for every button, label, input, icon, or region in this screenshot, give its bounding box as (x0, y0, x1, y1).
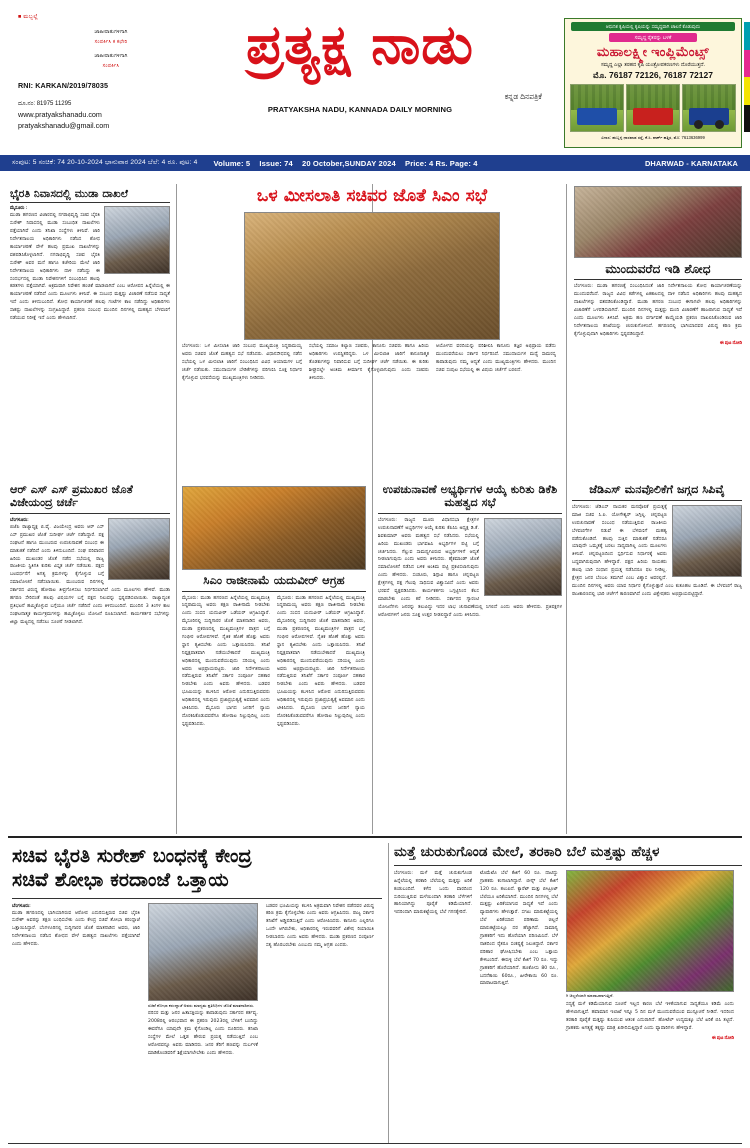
ad-company-name: ಮಹಾಲಕ್ಷ್ಮೀ ಇಂಪ್ಲಿಮೆಂಟ್ಸ್ (596, 44, 710, 59)
story6-headline[interactable]: ಉಪಚುನಾವಣೆ ಅಭ್ಯರ್ಥಿಗಳ ಆಯ್ಕೆ ಕುರಿತು ಡಿಕೆಶಿ ಮಹತ್ವದ ಸಭೆ (382, 483, 558, 509)
story2-body-col2: ಸಭೆಯಲ್ಲಿ ಸಮಾಜ ಕಲ್ಯಾಣ ಸಚಿವರು, ಕಾನೂನು ಸಚಿವರು ಹಾಗೂ ಹಿರಿಯ ಅಧಿಕಾರಿಗಳು ಉಪಸ್ಥಿತರಿದ್ದರು. ಒಳ ಮೀಸಲಾತಿ ಜಾರಿಗೆ ಕಾನೂನಾತ್ಮಕ ತೊಡಕುಗಳನ್ನು ನಿವಾರಿಸುವ ಬಗ್ಗೆ ಸುದೀರ್ಘ ಚರ್ಚೆ ನಡೆಯಿತು. ಈ ಕುರಿತು ಶೀಘ್ರದಲ್ಲೇ ಅಂತಿಮ ತೀರ್ಮಾನ ಕೈಗೊಳ್ಳಲಾಗುವುದು ಎಂದು ಸಚಿವರು ತಿಳಿಸಿದರು. (309, 344, 429, 381)
story-dks-bypoll-candidates (378, 484, 562, 620)
story9-continue-flag[interactable]: ಈ ಪುಟ ನೋಡಿ (711, 1034, 734, 1040)
story-vegetable-price-rise (394, 845, 742, 1040)
story3-body: ಬೆಂಗಳೂರು: ಮುಡಾ ಹಗರಣಕ್ಕೆ ಸಂಬಂಧಿಸಿದಂತೆ ಜಾರಿ ನಿರ್ದೇಶನಾಲಯ ಶೋಧ ಕಾರ್ಯಾಚರಣೆಯನ್ನು ಮುಂದುವರೆಸಿದೆ. ರಾಜ್ಯದ ವಿವಿಧ ಕಡೆಗಳಲ್ಲಿ ಏಕಕಾಲದಲ್ಲಿ ದಾಳಿ ನಡೆಸಿದ ಅಧಿಕಾರಿಗಳು ಹಲವು ಮಹತ್ವದ ದಾಖಲೆಗಳನ್ನು ವಶಪಡಿಸಿಕೊಂಡಿದ್ದಾರೆ. ಮುಡಾ ಹಗರಣ ಸಂಬಂಧ ಈಗಾಗಲೇ ಹಲವು ಅಧಿಕಾರಿಗಳನ್ನು ವಿಚಾರಣೆಗೆ ಒಳಪಡಿಸಲಾಗಿದೆ. ಮುಂದಿನ ದಿನಗಳಲ್ಲಿ ಮತ್ತಷ್ಟು ಮಂದಿ ವಿಚಾರಣೆಗೆ ಹಾಜರಾಗುವ ಸಾಧ್ಯತೆ ಇದೆ ಎಂದು ಮೂಲಗಳು ತಿಳಿಸಿವೆ. ಅಕ್ರಮ ಹಣ ವರ್ಗಾವಣೆ ಕಾಯ್ದೆಯಡಿ ಪ್ರಕರಣ ದಾಖಲಿಸಿಕೊಂಡಿರುವ ಜಾರಿ ನಿರ್ದೇಶನಾಲಯ ತನಿಖೆಯನ್ನು ಚುರುಕುಗೊಳಿಸಿದೆ. ಹಗರಣದಲ್ಲಿ ಭಾಗಿಯಾದವರ ವಿರುದ್ಧ ಕಠಿಣ ಕ್ರಮ ಕೈಗೊಳ್ಳುವುದಾಗಿ ಅಧಿಕಾರಿಗಳು ಸ್ಪಷ್ಟಪಡಿಸಿದ್ದಾರೆ. (574, 284, 742, 337)
newspaper-title: ಪ್ರತ್ಯಕ್ಷ ನಾಡು (246, 13, 474, 76)
story8-headline-line1[interactable]: ಸಚಿವ ಭೈರತಿ ಸುರೇಶ್ ಬಂಧನಕ್ಕೆ ಕೇಂದ್ರ (12, 845, 252, 867)
ad-description: ಸಮೃದ್ಧ ಎಲ್ಲಾ ತರಹದ ಕೃಷಿ ಯಂತ್ರೋಪಕರಣಗಳು ದೊರೆಯುತ್ತದೆ. (600, 62, 705, 68)
story-cm-resignation-yaduveer (182, 486, 366, 729)
issue-label: Issue: 74 (259, 158, 293, 168)
story4-body: ಬಿಜೆಪಿ ರಾಜ್ಯಾಧ್ಯಕ್ಷ ಬಿ.ವೈ. ವಿಜಯೇಂದ್ರ ಅವರು ಆರ್ ಎಸ್ ಎಸ್ ಪ್ರಮುಖರ ಜೊತೆ ಸುದೀರ್ಘ ಚರ್ಚೆ ನಡೆಸಿದ್ದಾರೆ. ಪಕ್ಷ ಸಂಘಟನೆ ಹಾಗೂ ಮುಂಬರುವ ಉಪಚುನಾವಣೆ ಸಂಬಂಧ ಈ ಮಾತುಕತೆ ನಡೆದಿದೆ ಎಂದು ತಿಳಿದುಬಂದಿದೆ. ಸಂಘ ಪರಿವಾರದ ಹಿರಿಯ ಮುಖಂಡರ ಜೊತೆ ನಡೆದ ಸಭೆಯಲ್ಲಿ ರಾಜ್ಯ ರಾಜಕೀಯ ಸ್ಥಿತಿಗತಿ ಕುರಿತು ವಿಸ್ತೃತ ಚರ್ಚೆ ನಡೆಯಿತು. ಪಕ್ಷದ ಬಲವರ್ಧನೆಗೆ ಅಗತ್ಯ ಕ್ರಮಗಳನ್ನು ಕೈಗೊಳ್ಳುವ ಬಗ್ಗೆ ಸಮಾಲೋಚನೆ ನಡೆಸಲಾಯಿತು. ಮುಂಬರುವ ದಿನಗಳಲ್ಲಿ ಸರ್ಕಾರದ ವಿರುದ್ಧ ಹೋರಾಟ ತೀವ್ರಗೊಳಿಸಲು ನಿರ್ಧರಿಸಲಾಗಿದೆ ಎಂದು ಮೂಲಗಳು ಹೇಳಿವೆ. ಮುಡಾ ಹಗರಣ ಸೇರಿದಂತೆ ಹಲವು ವಿಷಯಗಳ ಬಗ್ಗೆ ಪಕ್ಷದ ನಿಲುವನ್ನು ಸ್ಪಷ್ಟಪಡಿಸಲಾಯಿತು. ರಾಜ್ಯಾದ್ಯಂತ ಪ್ರತಿಭಟನೆ ಹಮ್ಮಿಕೊಳ್ಳುವ ಬಗ್ಗೆಯೂ ಚರ್ಚೆ ನಡೆದಿದೆ ಎಂದು ತಿಳಿದುಬಂದಿದೆ. ಮುಂದಿನ 3 ತಿಂಗಳ ಕಾಲ ಸಂಘಟನಾತ್ಮಕ ಕಾರ್ಯಕ್ರಮಗಳನ್ನು ಹಮ್ಮಿಕೊಳ್ಳಲು ಯೋಜನೆ ರೂಪಿಸಲಾಗಿದೆ. ಕಾರ್ಯಕರ್ತರ ಸಭೆಗಳನ್ನು ಜಿಲ್ಲಾ ಮಟ್ಟದಲ್ಲಿ ನಡೆಸಲು ಸೂಚನೆ ನೀಡಲಾಗಿದೆ. (10, 524, 170, 625)
story-bhairathi-muda (10, 188, 170, 323)
masthead-subtitle-english: PRATYAKSHA NADU, KANNADA DAILY MORNING (267, 105, 453, 114)
story9-body-col3: ಸದ್ಯಕ್ಕೆ ಮಳೆ ಕಡಿಮೆಯಾಗುವ ಸೂಚನೆ ಇಲ್ಲದ ಕಾರಣ ಬೆಲೆ ಇಳಿಕೆಯಾಗುವ ಸಾಧ್ಯತೆಯೂ ಕಡಿಮೆ ಎಂದು ಹೇಳಲಾಗುತ್ತಿದೆ. ಹವಾಮಾನ ಇಲಾಖೆ ಇನ್ನೂ 5 ದಿನ ಮಳೆ ಮುಂದುವರೆಯುವ ಮುನ್ಸೂಚನೆ ನೀಡಿದೆ. ಇದರಿಂದ ತರಕಾರಿ ಪೂರೈಕೆ ಮತ್ತಷ್ಟು ಕುಸಿಯುವ ಆತಂಕ ಎದುರಾಗಿದೆ. ಹೋಟೆಲ್ ಉದ್ಯಮಕ್ಕೂ ಬೆಲೆ ಏರಿಕೆ ಬಿಸಿ ತಟ್ಟಿದೆ. ಗ್ರಾಹಕರು ಅಗತ್ಯಕ್ಕೆ ತಕ್ಕಷ್ಟು ಮಾತ್ರ ಖರೀದಿಸುತ್ತಿದ್ದಾರೆ ಎಂದು ವ್ಯಾಪಾರಿಗಳು ಹೇಳಿದ್ದಾರೆ. (566, 1002, 734, 1031)
story4-dateline: ಬೆಂಗಳೂರು: (10, 516, 29, 522)
story3-photo-raid (574, 186, 742, 258)
masthead-bullet-text: ■ ಮಬ್ಬಲ್ಲೆ (18, 14, 38, 20)
column-rule-1 (176, 184, 177, 834)
ad-contact-line1: ಜಾಹೀರಾತುಗಳಿಗಾಗಿ (94, 29, 128, 35)
story1-dateline: ಮೈಸೂರು : (10, 205, 28, 211)
story9-body-col2: ಟೊಮೆಟೊ ಬೆಲೆ ಕೆಜಿಗೆ 60 ರೂ. ದಾಟಿದ್ದು ಗ್ರಾಹಕರು ಕಂಗಾಲಾಗಿದ್ದಾರೆ. ಬೀನ್ಸ್ ಬೆಲೆ ಕೆಜಿಗೆ 120 ರೂ. ತಲುಪಿದೆ. ಕ್ಯಾರೆಟ್ ಮತ್ತು ಬೀಟ್ರೂಟ್ ಬೆಲೆಯೂ ಏರಿಕೆಯಾಗಿದೆ. ಮುಂದಿನ ದಿನಗಳಲ್ಲಿ ಬೆಲೆ ಮತ್ತಷ್ಟು ಏರಿಕೆಯಾಗುವ ಸಾಧ್ಯತೆ ಇದೆ ಎಂದು ವ್ಯಾಪಾರಿಗಳು ಹೇಳುತ್ತಾರೆ. ಸಗಟು ಮಾರುಕಟ್ಟೆಯಲ್ಲಿ ಬೆಲೆ ಏರಿಕೆಯಾದ ಪರಿಣಾಮ ಚಿಲ್ಲರೆ ಮಾರುಕಟ್ಟೆಯಲ್ಲೂ ದರ ಹೆಚ್ಚಾಗಿದೆ. ಸಾಮಾನ್ಯ ಗ್ರಾಹಕರಿಗೆ ಇದು ಹೊರೆಯಾಗಿ ಪರಿಣಮಿಸಿದೆ. ಬೆಳೆ ನಾಶದಿಂದ ರೈತರೂ ಸಂಕಷ್ಟಕ್ಕೆ ಸಿಲುಕಿದ್ದಾರೆ. ಸರ್ಕಾರ ಪರಿಹಾರ ಘೋಷಿಸಬೇಕು ಎಂಬ ಒತ್ತಾಯ ಕೇಳಿಬಂದಿದೆ. ಈರುಳ್ಳಿ ಬೆಲೆ ಕೆಜಿಗೆ 70 ರೂ. ಇದ್ದು ಗ್ರಾಹಕರಿಗೆ ಹೊರೆಯಾಗಿದೆ. ಹೂಕೋಸು 80 ರೂ., ಬದನೆಕಾಯಿ 60ರೂ., ಹೀರೇಕಾಯಿ 60 ರೂ. ಮಾರಾಟವಾಗುತ್ತಿದೆ. (480, 870, 558, 987)
ad-contact-line2: ಸಂಪರ್ಕಿಸಿ ಕ ಕಛೇರಿ (94, 38, 128, 45)
story2-photo-cabinet-meeting (244, 212, 500, 340)
story8-body-col1: ಮುಡಾ ಹಗರಣದಲ್ಲಿ ಭಾಗಿಯಾಗಿರುವ ಆರೋಪ ಎದುರಿಸುತ್ತಿರುವ ಸಚಿವ ಭೈರತಿ ಸುರೇಶ್ ಅವರನ್ನು ತಕ್ಷಣ ಬಂಧಿಸಬೇಕು ಎಂದು ಕೇಂದ್ರ ಸಚಿವೆ ಶೋಭಾ ಕರಂದ್ಲಾಜೆ ಒತ್ತಾಯಿಸಿದ್ದಾರೆ. ಬೆಂಗಳೂರಿನಲ್ಲಿ ಸುದ್ದಿಗಾರರ ಜೊತೆ ಮಾತನಾಡಿದ ಅವರು, ಜಾರಿ ನಿರ್ದೇಶನಾಲಯ ನಡೆಸಿದ ಶೋಧದ ವೇಳೆ ಮಹತ್ವದ ದಾಖಲೆಗಳು ಪತ್ತೆಯಾಗಿವೆ ಎಂದು ಹೇಳಿದರು. (12, 910, 140, 948)
issue-info-kannada: ಸಂಪುಟ: 5 ಸಂಚಿಕೆ: 74 20-10-2024 ಭಾನುವಾರ 2024 ಬೆಲೆ: 4 ರೂ. ಪುಟ: 4 (12, 159, 198, 166)
contact-phone: ದೂ.ನಂ: 81975 11295 (18, 100, 72, 107)
column-rule-4 (388, 843, 389, 1143)
story9-body-col1: ಬೆಂಗಳೂರು: ಮಳೆ ಮತ್ತೆ ಚುರುಕುಗೊಂಡ ಹಿನ್ನೆಲೆಯಲ್ಲಿ ತರಕಾರಿ ಬೆಲೆಯಲ್ಲಿ ಮತ್ತಷ್ಟು ಏರಿಕೆ ಕಂಡುಬಂದಿದೆ. ಕಳೆದ ಒಂದು ವಾರದಿಂದ ಸುರಿಯುತ್ತಿರುವ ಮಳೆಯಿಂದಾಗಿ ತರಕಾರಿ ಬೆಳೆಗಳಿಗೆ ಹಾನಿಯಾಗಿದ್ದು ಪೂರೈಕೆ ಕಡಿಮೆಯಾಗಿದೆ. ಇದರಿಂದಾಗಿ ಮಾರುಕಟ್ಟೆಯಲ್ಲಿ ಬೆಲೆ ಗಗನಕ್ಕೇರಿದೆ. (394, 870, 472, 916)
story-jds-cpy (572, 484, 742, 599)
print-color-registration-bar (744, 22, 750, 132)
ad-phone-numbers: ಮೊ. 76187 72126, 76187 72127 (593, 70, 713, 80)
ad-image-plough (570, 84, 624, 132)
story-ed-search (574, 186, 742, 345)
top-right-advertisement[interactable] (564, 18, 742, 148)
ad-contact-line3: ಜಾಹೀರಾತುಗಳಿಗಾಗಿ (94, 52, 128, 59)
story4-rule (10, 513, 170, 514)
story3-rule (574, 279, 742, 280)
story7-headline[interactable]: ಜೆಡಿಎಸ್ ಮನವೊಲಿಕೆಗೆ ಜಗ್ಗದ ಸಿಪಿವೈ (589, 483, 725, 496)
ad-image-trailer (682, 84, 736, 132)
story-shobha-karandlaje-demand (12, 845, 382, 1058)
story4-headline[interactable]: ಆರ್ ಎಸ್ ಎಸ್ ಪ್ರಮುಖರ ಜೊತೆ ವಿಜೇಯಂದ್ರ ಚರ್ಚೆ (10, 483, 133, 509)
story1-photo (104, 206, 170, 274)
story6-photo-dks (484, 518, 562, 596)
section-divider-bottom (8, 836, 742, 838)
ad-banner-green: ಆಧುನಿಕ ಕೃಷಿಯಲ್ಲಿ ಕೃಷಿಯನ್ನು ಸಮೃದ್ಧವಾಗಿ ಚಾಲನೆ ಕೊಡುವುದು (571, 22, 735, 31)
story5-rule (182, 591, 366, 592)
ad-footer-address: ವಿಳಾಸ: ಹುಬ್ಬಳ್ಳಿ ಧಾರವಾಡ ರಸ್ತೆ, ಕೆ.ಸಿ. ಪಾರ್ಕ್ ಹತ್ತಿರ, ಮೊ: 7613636999 (601, 135, 705, 140)
story2-headline[interactable]: ಒಳ ಮೀಸಲಾತಿ ಸಚಿವರ ಜೊತೆ ಸಿಎಂ ಸಭೆ (256, 186, 488, 206)
contact-website[interactable]: www.pratyakshanadu.com (18, 109, 102, 119)
story9-columns (394, 870, 742, 1040)
story8-photo-caption: ಸಚಿವೆ ಶೋಭಾ ಕರಂದ್ಲಾಜೆ ಅವರು ಮಾಧ್ಯಮ ಪ್ರತಿನಿಧಿಗಳ ಜೊತೆ ಮಾತನಾಡಿದರು. (148, 1002, 255, 1008)
story3-headline[interactable]: ಮುಂದುವರೆದ ಇಡಿ ಶೋಧ (605, 262, 711, 276)
story2-columns (182, 343, 562, 382)
issue-info-english (214, 159, 485, 168)
masthead-subtitle-kannada: ಕನ್ನಡ ದಿನಪತ್ರಿಕೆ (504, 92, 542, 101)
story5-body-col2: ಮೈಸೂರು: ಮುಡಾ ಹಗರಣದ ಹಿನ್ನೆಲೆಯಲ್ಲಿ ಮುಖ್ಯಮಂತ್ರಿ ಸಿದ್ದರಾಮಯ್ಯ ಅವರು ತಕ್ಷಣ ರಾಜೀನಾಮೆ ನೀಡಬೇಕು ಎಂದು ಸಂಸದ ಯದುವೀರ್ ಒಡೆಯರ್ ಆಗ್ರಹಿಸಿದ್ದಾರೆ. ಮೈಸೂರಿನಲ್ಲಿ ಸುದ್ದಿಗಾರರ ಜೊತೆ ಮಾತನಾಡಿದ ಅವರು, ಮುಡಾ ಪ್ರಕರಣದಲ್ಲಿ ಮುಖ್ಯಮಂತ್ರಿಗಳ ಪಾತ್ರದ ಬಗ್ಗೆ ಗಂಭೀರ ಆರೋಪಗಳಿವೆ. ನೈತಿಕ ಹೊಣೆ ಹೊತ್ತು ಅವರು ಸ್ಥಾನ ತ್ಯಜಿಸಬೇಕು ಎಂದು ಒತ್ತಾಯಿಸಿದರು. ತನಿಖೆ ನಿಷ್ಪಕ್ಷಪಾತವಾಗಿ ನಡೆಯಬೇಕಾದರೆ ಮುಖ್ಯಮಂತ್ರಿ ಅಧಿಕಾರದಲ್ಲಿ ಮುಂದುವರೆಯುವುದು ಸರಿಯಲ್ಲ ಎಂದು ಅವರು ಅಭಿಪ್ರಾಯಪಟ್ಟರು. ಜಾರಿ ನಿರ್ದೇಶನಾಲಯ ನಡೆಸುತ್ತಿರುವ ತನಿಖೆಗೆ ಸರ್ಕಾರ ಸಂಪೂರ್ಣ ಸಹಕಾರ ನೀಡಬೇಕು ಎಂದು ಅವರು ಹೇಳಿದರು. ಬಡವರ ಭೂಮಿಯನ್ನು ಕಬಳಿಸಿದ ಆರೋಪ ಎದುರಿಸುತ್ತಿರುವವರು ಅಧಿಕಾರದಲ್ಲಿ ಇರುವುದು ಪ್ರಜಾಪ್ರಭುತ್ವಕ್ಕೆ ಅವಮಾನ ಎಂದು ಟೀಕಿಸಿದರು. ಮೈಸೂರು ಭಾಗದ ಜನರಿಗೆ ನ್ಯಾಯ ದೊರಕಿಸಿಕೊಡುವವರೆಗೂ ಹೋರಾಟ ನಿಲ್ಲುವುದಿಲ್ಲ ಎಂದು ಸ್ಪಷ್ಟಪಡಿಸಿದರು. (277, 595, 365, 727)
ad-image-rotavator (626, 84, 680, 132)
story9-photo-vegetables (566, 870, 734, 992)
story8-dateline: ಬೆಂಗಳೂರು: (12, 902, 31, 908)
story7-body: ಬೆಂಗಳೂರು: ಜೆಡಿಎಸ್ ನಾಯಕರ ಮನವೊಲಿಕೆ ಪ್ರಯತ್ನಕ್ಕೆ ಮಾಜಿ ಸಚಿವ ಸಿ.ಪಿ. ಯೋಗೇಶ್ವರ್ ಜಗ್ಗಿಲ್ಲ. ಚನ್ನಪಟ್ಟಣ ಉಪಚುನಾವಣೆ ಸಂಬಂಧ ನಡೆಯುತ್ತಿರುವ ರಾಜಕೀಯ ಬೆಳವಣಿಗೆಗಳ ನಡುವೆ ಈ ಬೆಳವಣಿಗೆ ಮಹತ್ವ ಪಡೆದುಕೊಂಡಿದೆ. ಹಲವು ಸುತ್ತಿನ ಮಾತುಕತೆ ನಡೆದರೂ ಯಾವುದೇ ಒಮ್ಮತಕ್ಕೆ ಬರಲು ಸಾಧ್ಯವಾಗಿಲ್ಲ ಎಂದು ಮೂಲಗಳು ತಿಳಿಸಿವೆ. ಚನ್ನಪಟ್ಟಣದಿಂದ ಸ್ಪರ್ಧಿಸುವ ನಿರ್ಧಾರಕ್ಕೆ ಅವರು ಬದ್ಧವಾಗಿರುವುದಾಗಿ ಹೇಳಿದ್ದಾರೆ. ಪಕ್ಷದ ಹಿರಿಯ ನಾಯಕರು ಹಲವು ಬಾರಿ ಸಂಧಾನ ಪ್ರಯತ್ನ ನಡೆಸಿದರೂ ಫಲ ನೀಡಿಲ್ಲ. ಕ್ಷೇತ್ರದ ಜನರ ಬೆಂಬಲ ತಮಗಿದೆ ಎಂಬ ವಿಶ್ವಾಸ ಅವರಲ್ಲಿದೆ. ಮುಂದಿನ ದಿನಗಳಲ್ಲಿ ಅವರು ಯಾವ ನಿರ್ಧಾರ ಕೈಗೊಳ್ಳುತ್ತಾರೆ ಎಂಬ ಕುತೂಹಲ ಮೂಡಿದೆ. ಈ ಬೆಳವಣಿಗೆ ರಾಜ್ಯ ರಾಜಕಾರಣದಲ್ಲಿ ಭಾರಿ ಚರ್ಚೆಗೆ ಕಾರಣವಾಗಿದೆ ಎಂದು ವಿಶ್ಲೇಷಕರು ಅಭಿಪ್ರಾಯಪಟ್ಟಿದ್ದಾರೆ. (572, 504, 742, 597)
story4-photo (108, 518, 170, 580)
story6-body: ಬೆಂಗಳೂರು: ರಾಜ್ಯದ ಮೂರು ವಿಧಾನಸಭಾ ಕ್ಷೇತ್ರಗಳ ಉಪಚುನಾವಣೆಗೆ ಅಭ್ಯರ್ಥಿಗಳ ಆಯ್ಕೆ ಕುರಿತು ಕೆಪಿಸಿಸಿ ಅಧ್ಯಕ್ಷ ಡಿ.ಕೆ. ಶಿವಕುಮಾರ್ ಅವರು ಮಹತ್ವದ ಸಭೆ ನಡೆಸಿದರು. ಸಭೆಯಲ್ಲಿ ಹಿರಿಯ ಮುಖಂಡರು ಭಾಗವಹಿಸಿ ಅಭ್ಯರ್ಥಿಗಳ ಪಟ್ಟಿ ಬಗ್ಗೆ ಚರ್ಚಿಸಿದರು. ಗೆಲ್ಲುವ ಸಾಮರ್ಥ್ಯವಿರುವ ಅಭ್ಯರ್ಥಿಗಳಿಗೆ ಆದ್ಯತೆ ನೀಡಲಾಗುವುದು ಎಂದು ಅವರು ತಿಳಿಸಿದರು. ಹೈಕಮಾಂಡ್ ಜೊತೆ ಸಮಾಲೋಚನೆ ನಡೆಸಿದ ಬಳಿಕ ಅಂತಿಮ ಪಟ್ಟಿ ಪ್ರಕಟಿಸಲಾಗುವುದು ಎಂದು ಹೇಳಿದರು. ಸಂಡೂರು, ಶಿಗ್ಗಾವಿ ಹಾಗೂ ಚನ್ನಪಟ್ಟಣ ಕ್ಷೇತ್ರಗಳಲ್ಲಿ ಪಕ್ಷ ಗೆಲುವು ಸಾಧಿಸುವ ವಿಶ್ವಾಸವಿದೆ ಎಂದು ಅವರು ಭರವಸೆ ವ್ಯಕ್ತಪಡಿಸಿದರು. ಕಾರ್ಯಕರ್ತರು ಒಗ್ಗಟ್ಟಿನಿಂದ ಕೆಲಸ ಮಾಡಬೇಕು ಎಂದು ಕರೆ ನೀಡಿದರು. ಸರ್ಕಾರದ ಗ್ಯಾರಂಟಿ ಯೋಜನೆಗಳು ಜನರನ್ನು ತಲುಪಿದ್ದು ಇದರ ಲಾಭ ಚುನಾವಣೆಯಲ್ಲಿ ಸಿಗಲಿದೆ ಎಂದು ಅವರು ಹೇಳಿದರು. ಪ್ರತಿಪಕ್ಷಗಳ ಆರೋಪಗಳಿಗೆ ಜನರು ಸೂಕ್ತ ಉತ್ತರ ನೀಡಲಿದ್ದಾರೆ ಎಂದು ತಿಳಿಸಿದರು. (378, 517, 562, 618)
ad-contact-line4: ಸಂಪರ್ಕಿಸಿ (102, 62, 120, 69)
story9-headline[interactable]: ಮತ್ತೆ ಚುರುಕುಗೊಂಡ ಮೇಲೆ, ತರಕಾರಿ ಬೆಲೆ ಮತ್ತಷ್ಟು ಹೆಚ್ಚಳ (394, 844, 660, 860)
story3-continue-flag[interactable]: ಈ ಪುಟ ನೋಡಿ (719, 340, 742, 346)
story1-headline[interactable]: ಭೈರತಿ ನಿವಾಸದಲ್ಲಿ ಮುಡಾ ದಾಖಲೆ (10, 188, 129, 200)
masthead (0, 0, 750, 155)
story5-headline[interactable]: ಸಿಎಂ ರಾಜೀನಾಮೆ ಯದುವೀರ್ ಆಗ್ರಹ (203, 573, 345, 587)
masthead-title-block (150, 13, 570, 114)
story8-body-col3: ಬಡವರ ಭೂಮಿಯನ್ನು ಕಬಳಿಸಿ ಅಕ್ರಮವಾಗಿ ನಿವೇಶನ ಪಡೆದವರ ವಿರುದ್ಧ ಕಠಿಣ ಕ್ರಮ ಕೈಗೊಳ್ಳಬೇಕು ಎಂದು ಅವರು ಆಗ್ರಹಿಸಿದರು. ರಾಜ್ಯ ಸರ್ಕಾರ ತನಿಖೆಗೆ ಅಡ್ಡಿಪಡಿಸುತ್ತಿದೆ ಎಂದು ಆರೋಪಿಸಿದರು. ಕಾನೂನು ಎಲ್ಲರಿಗೂ ಒಂದೇ ಆಗಿರಬೇಕು, ಅಧಿಕಾರದಲ್ಲಿ ಇರುವವರಿಗೆ ವಿಶೇಷ ರಿಯಾಯಿತಿ ನೀಡಬಾರದು ಎಂದು ಅವರು ಹೇಳಿದರು. ಮುಡಾ ಪ್ರಕರಣದ ಸಂಪೂರ್ಣ ಸತ್ಯ ಹೊರಬರಬೇಕು ಎಂಬುದು ನಮ್ಮ ಆಗ್ರಹ ಎಂದರು. (266, 903, 374, 948)
volume-label: Volume: 5 (213, 158, 251, 168)
story9-rule (394, 865, 742, 866)
story9-photo-caption: ಗಿ ಚಿಲ್ಲರೆಯಾಗಿ ಮಾರಾಟವಾಗುತ್ತಿದೆ. (566, 993, 614, 999)
story8-columns (12, 903, 382, 1058)
price-label: Price: 4 Rs. Page: 4 (405, 158, 478, 168)
story5-body-col1: ಮೈಸೂರು: ಮುಡಾ ಹಗರಣದ ಹಿನ್ನೆಲೆಯಲ್ಲಿ ಮುಖ್ಯಮಂತ್ರಿ ಸಿದ್ದರಾಮಯ್ಯ ಅವರು ತಕ್ಷಣ ರಾಜೀನಾಮೆ ನೀಡಬೇಕು ಎಂದು ಸಂಸದ ಯದುವೀರ್ ಒಡೆಯರ್ ಆಗ್ರಹಿಸಿದ್ದಾರೆ. ಮೈಸೂರಿನಲ್ಲಿ ಸುದ್ದಿಗಾರರ ಜೊತೆ ಮಾತನಾಡಿದ ಅವರು, ಮುಡಾ ಪ್ರಕರಣದಲ್ಲಿ ಮುಖ್ಯಮಂತ್ರಿಗಳ ಪಾತ್ರದ ಬಗ್ಗೆ ಗಂಭೀರ ಆರೋಪಗಳಿವೆ. ನೈತಿಕ ಹೊಣೆ ಹೊತ್ತು ಅವರು ಸ್ಥಾನ ತ್ಯಜಿಸಬೇಕು ಎಂದು ಒತ್ತಾಯಿಸಿದರು. ತನಿಖೆ ನಿಷ್ಪಕ್ಷಪಾತವಾಗಿ ನಡೆಯಬೇಕಾದರೆ ಮುಖ್ಯಮಂತ್ರಿ ಅಧಿಕಾರದಲ್ಲಿ ಮುಂದುವರೆಯುವುದು ಸರಿಯಲ್ಲ ಎಂದು ಅವರು ಅಭಿಪ್ರಾಯಪಟ್ಟರು. ಜಾರಿ ನಿರ್ದೇಶನಾಲಯ ನಡೆಸುತ್ತಿರುವ ತನಿಖೆಗೆ ಸರ್ಕಾರ ಸಂಪೂರ್ಣ ಸಹಕಾರ ನೀಡಬೇಕು ಎಂದು ಅವರು ಹೇಳಿದರು. ಬಡವರ ಭೂಮಿಯನ್ನು ಕಬಳಿಸಿದ ಆರೋಪ ಎದುರಿಸುತ್ತಿರುವವರು ಅಧಿಕಾರದಲ್ಲಿ ಇರುವುದು ಪ್ರಜಾಪ್ರಭುತ್ವಕ್ಕೆ ಅವಮಾನ ಎಂದು ಟೀಕಿಸಿದರು. ಮೈಸೂರು ಭಾಗದ ಜನರಿಗೆ ನ್ಯಾಯ ದೊರಕಿಸಿಕೊಡುವವರೆಗೂ ಹೋರಾಟ ನಿಲ್ಲುವುದಿಲ್ಲ ಎಂದು ಸ್ಪಷ್ಟಪಡಿಸಿದರು. (182, 595, 270, 727)
story8-headline-line2[interactable]: ಸಚಿವೆ ಶೋಭಾ ಕರದಾಂಜೆ ಒತ್ತಾಯ (12, 868, 229, 891)
contact-email[interactable]: pratyakshanadu@gmail.com (18, 120, 110, 130)
page-bottom-rule (8, 1143, 742, 1144)
story-inner-reservation-cm-meeting (182, 186, 562, 383)
story-rss-vijayendra (10, 484, 170, 627)
story8-rule (12, 898, 382, 899)
story2-body-col1: ಬೆಂಗಳೂರು: ಒಳ ಮೀಸಲಾತಿ ಜಾರಿ ಸಂಬಂಧ ಮುಖ್ಯಮಂತ್ರಿ ಸಿದ್ದರಾಮಯ್ಯ ಅವರು ಸಚಿವರ ಜೊತೆ ಮಹತ್ವದ ಸಭೆ ನಡೆಸಿದರು. ವಿಧಾನಸೌಧದಲ್ಲಿ ನಡೆದ ಸಭೆಯಲ್ಲಿ ಒಳ ಮೀಸಲಾತಿ ಜಾರಿಗೆ ಸಂಬಂಧಿಸಿದ ವಿವಿಧ ಆಯಾಮಗಳ ಬಗ್ಗೆ ಚರ್ಚೆ ನಡೆಯಿತು. ಸಮುದಾಯಗಳ ಬೇಡಿಕೆಗಳನ್ನು ಪರಿಗಣಿಸಿ ಸೂಕ್ತ ನಿರ್ಧಾರ ಕೈಗೊಳ್ಳುವ ಭರವಸೆಯನ್ನು ಮುಖ್ಯಮಂತ್ರಿಗಳು ನೀಡಿದರು. (182, 344, 302, 381)
issue-info-bar (0, 155, 750, 171)
story7-rule (572, 500, 742, 501)
story5-columns (182, 595, 366, 729)
ad-banner-pink: ಸಮೃದ್ಧ ರೈತರನ್ನು ಬಳಕೆ (609, 33, 697, 42)
story8-photo-shobha (148, 903, 258, 1001)
rni-number: RNI: KARKAN/2019/78035 (18, 80, 109, 90)
place-label: DHARWAD - KARNATAKA (644, 158, 738, 168)
date-label: 20 October,SUNDAY 2024 (302, 158, 396, 168)
story2-body-col3: ಆಯೋಗದ ವರದಿಯನ್ನು ಪರಿಶೀಲಿಸಿ ಕಾನೂನು ತಜ್ಞರ ಅಭಿಪ್ರಾಯ ಪಡೆದು ಮುಂದುವರೆಯಲು ಸರ್ಕಾರ ನಿರ್ಧರಿಸಿದೆ. ಸಮುದಾಯಗಳ ಮಧ್ಯೆ ಸಾಮರಸ್ಯ ಕಾಪಾಡುವುದು ನಮ್ಮ ಆದ್ಯತೆ ಎಂದು ಮುಖ್ಯಮಂತ್ರಿಗಳು ಹೇಳಿದರು. ಮುಂದಿನ ಸಚಿವ ಸಂಪುಟ ಸಭೆಯಲ್ಲಿ ಈ ವಿಷಯ ಚರ್ಚೆಗೆ ಬರಲಿದೆ. (436, 344, 556, 373)
story6-rule (378, 513, 562, 514)
story5-photo-press-meet (182, 486, 366, 570)
story7-photo-cpy (672, 505, 742, 577)
column-rule-3 (566, 184, 567, 834)
story1-body: ಮುಡಾ ಹಗರಣದ ವಿಚಾರದಲ್ಲಿ ನಗರಾಭಿವೃದ್ಧಿ ಸಚಿವ ಬೈರತಿ ಸುರೇಶ್ ನಿವಾಸದಲ್ಲಿ ಮುಡಾ ಸಂಬಂಧಿತ ದಾಖಲೆಗಳು ಪತ್ತೆಯಾಗಿವೆ ಎಂದು ತನಿಖಾ ಸಂಸ್ಥೆಗಳು ತಿಳಿಸಿವೆ. ಜಾರಿ ನಿರ್ದೇಶನಾಲಯ ಅಧಿಕಾರಿಗಳು ನಡೆಸಿದ ಶೋಧ ಕಾರ್ಯಾಚರಣೆ ವೇಳೆ ಹಲವು ಪ್ರಮುಖ ದಾಖಲೆಗಳನ್ನು ವಶಪಡಿಸಿಕೊಳ್ಳಲಾಗಿದೆ. ನಗರಾಭಿವೃದ್ಧಿ ಸಚಿವ ಭೈರತಿ ಸುರೇಶ್ ಅವರ ಮನೆ ಹಾಗೂ ಕಚೇರಿಯ ಮೇಲೆ ಜಾರಿ ನಿರ್ದೇಶನಾಲಯ ಅಧಿಕಾರಿಗಳು ದಾಳಿ ನಡೆಸಿದ್ದು ಈ ಸಂದರ್ಭದಲ್ಲಿ ಮುಡಾ ನಿವೇಶನಗಳಿಗೆ ಸಂಬಂಧಿಸಿದ ಹಲವು ಕಡತಗಳು ಪತ್ತೆಯಾಗಿವೆ. ಅಕ್ರಮವಾಗಿ ನಿವೇಶನ ಹಂಚಿಕೆ ಮಾಡಲಾಗಿದೆ ಎಂಬ ಆರೋಪದ ಹಿನ್ನೆಲೆಯಲ್ಲಿ ಈ ಕಾರ್ಯಾಚರಣೆ ನಡೆದಿದೆ ಎಂದು ಮೂಲಗಳು ತಿಳಿಸಿವೆ. ಈ ಸಂಬಂಧ ಮತ್ತಷ್ಟು ವಿಚಾರಣೆ ನಡೆಸುವ ಸಾಧ್ಯತೆ ಇದೆ ಎಂದು ತಿಳಿದುಬಂದಿದೆ. ಶೋಧ ಕಾರ್ಯಾಚರಣೆ ಹಲವು ಗಂಟೆಗಳ ಕಾಲ ನಡೆದಿದ್ದು ಅಧಿಕಾರಿಗಳು ಸಾಕಷ್ಟು ದಾಖಲೆಗಳನ್ನು ಸಂಗ್ರಹಿಸಿದ್ದಾರೆ. ಪ್ರಕರಣ ಸಂಬಂಧ ಮುಂದಿನ ದಿನಗಳಲ್ಲಿ ಮಹತ್ವದ ಬೆಳವಣಿಗೆ ನಡೆಯುವ ನಿರೀಕ್ಷೆ ಇದೆ ಎಂದು ಹೇಳಲಾಗಿದೆ. (10, 213, 170, 321)
story8-body-col2: ಪರಿಸರ ಮತ್ತು ಜನರ ಹಿತಾಸಕ್ತಿಯನ್ನು ಕಾಪಾಡುವುದು ಸರ್ಕಾರದ ಕರ್ತವ್ಯ. 2008ರಲ್ಲಿ ಆರಂಭವಾದ ಈ ಪ್ರಕರಣ 2023ರಲ್ಲಿ ಬೆಳಕಿಗೆ ಬಂದಿದ್ದು ಈವರೆಗೂ ಯಾವುದೇ ಕ್ರಮ ಕೈಗೊಂಡಿಲ್ಲ ಎಂದು ದೂರಿದರು. ತನಿಖಾ ಸಂಸ್ಥೆಗಳ ಮೇಲೆ ಒತ್ತಡ ಹೇರುವ ಪ್ರಯತ್ನ ನಡೆಯುತ್ತಿದೆ ಎಂಬ ಆರೋಪವನ್ನೂ ಅವರು ಮಾಡಿದರು. ಜನರ ತೆರಿಗೆ ಹಣವನ್ನು ದುರ್ಬಳಕೆ ಮಾಡಿಕೊಂಡವರಿಗೆ ಶಿಕ್ಷೆಯಾಗಲೇಬೇಕು ಎಂದು ಹೇಳಿದರು. (148, 1011, 258, 1056)
story1-rule (10, 202, 170, 203)
ad-product-images (565, 84, 741, 132)
